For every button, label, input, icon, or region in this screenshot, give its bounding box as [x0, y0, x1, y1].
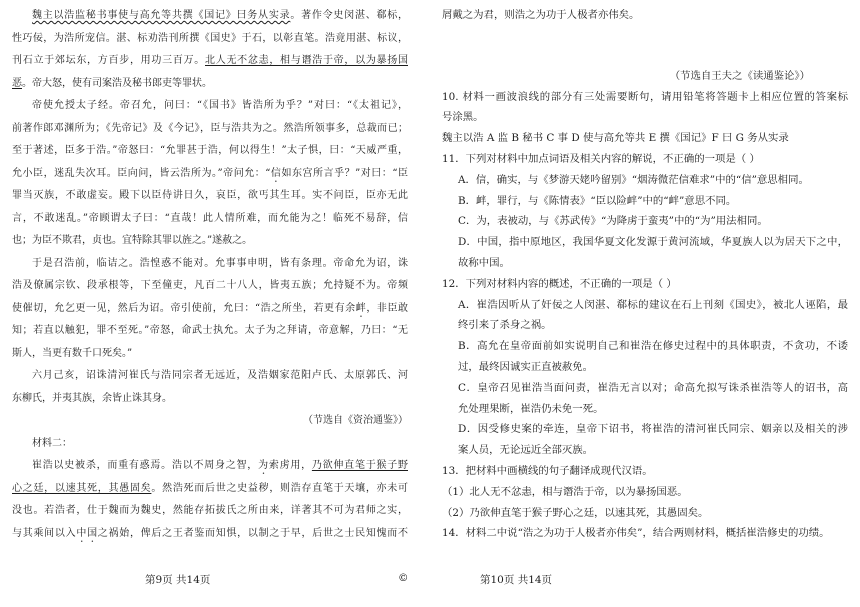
question-13-item-2: （2）乃欲伸直笔于猴子野心之廷，以速其死，其愚固矣。 [442, 506, 709, 519]
material2-line [442, 5, 848, 26]
page-number-left: 第9页 共14页 [145, 574, 211, 586]
material2-line [12, 455, 408, 478]
question-12-option-b-cont: 过，最终因诚实正直被赦免。 [458, 360, 594, 373]
question-12-option-a-cont: 终引来了杀身之祸。 [458, 319, 552, 332]
question-12-option-b: B．高允在皇帝面前如实说明自己和崔浩在修史过程中的具体职责，不贪功，不诿 [458, 340, 848, 353]
question-10-stem: 10. 材料一画波浪线的部分有三处需要断句，请用铅笔将答题卡上相应位置的答案标 [442, 90, 848, 103]
material1-line [12, 343, 408, 366]
material2-label: 材料二： [32, 437, 72, 449]
question-12-option-d-cont: 案人员，无论远近全部灭族。 [458, 444, 594, 457]
material1-line [12, 118, 408, 141]
text-segment: 于是召浩前，临诘之。浩惶惑不能对。允事事申明，皆有条理。帝命允为诏，诛 [32, 257, 408, 269]
text-segment: 索虏用， [268, 460, 312, 471]
material1-line [12, 28, 408, 51]
material2-source: （节选自王夫之《读通鉴论》） [669, 69, 810, 82]
question-12-stem: 12．下列对材料内容的概述，不正确的一项是（ ） [442, 277, 677, 290]
question-11-option-c: C．为，表被动，与《苏武传》“为降虏于蛮夷”中的“为”用法相同。 [458, 215, 768, 228]
question-14-stem: 14．材料二中说“浩之为功于人极者亦伟矣”，结合两则材料，概括崔浩修史的功绩。 [442, 527, 830, 540]
material1-source: （节选自《资治通鉴》） [303, 415, 408, 426]
text-segment: 东柳氏，并夷其族，余皆止诛其身。 [12, 392, 172, 404]
material1-line [12, 388, 408, 411]
left-page-column [12, 5, 408, 545]
text-segment: 言，不敢迷乱。”帝顾谓太子曰：“直哉！此人情所难，而允能为之！临死不易辞，信 [12, 212, 408, 224]
question-11-option-a: A．信，确实，与《梦游天姥吟留别》“烟涛微茫信难求”中的“信”意思相同。 [458, 173, 809, 186]
question-10-options: 魏主以浩 A 监 B 秘书 C 事 D 使与高允等共 E 撰《国记》F 曰 G 务从实录 [442, 132, 789, 145]
text-segment: 如东宫所言乎？”对曰：“臣 [281, 167, 408, 179]
text-segment: 屑戴之为君，则浩之为功于人极者亦伟矣。 [442, 9, 640, 21]
material1-line [12, 163, 408, 186]
material1-line [12, 230, 408, 253]
text-segment: 。然浩死而后世之史益秽，则浩存直笔于天壤，亦未可 [151, 482, 408, 494]
text-segment: 。著作令史闵湛、郗标， [290, 10, 408, 21]
question-11-stem: 11．下列对材料中加点词语及相关内容的解说，不正确的一项是（ ） [442, 152, 760, 165]
dotted-word: 衅 [355, 302, 367, 314]
material2-line [12, 478, 408, 501]
material1-line [12, 320, 408, 343]
question-10-stem-cont: 号涂黑。 [442, 111, 484, 124]
material1-line [12, 253, 408, 276]
text-segment: 也；为臣不欺君，贞也。宜特除其罪以旌之。”遂赦之。 [12, 235, 253, 246]
material1-line [12, 208, 408, 231]
dotted-word: 中国 [76, 527, 98, 539]
text-segment: 之祸始，俾后之王者鉴而知惧，以制之于早，后世之士民知愧而不 [97, 527, 408, 539]
material1-line [12, 50, 408, 73]
material1-line [12, 365, 408, 388]
text-segment: 刊石立于郊坛东，方百步，用功三百万。 [12, 55, 205, 66]
question-13-stem: 13．把材料中画横线的句子翻译成现代汉语。 [442, 464, 653, 477]
material2-line [12, 523, 408, 546]
text-segment: 崔浩以史被杀，而重有惑焉。浩以不周身之智， [32, 460, 259, 471]
text-segment: 六月己亥，诏诛清河崔氏与浩同宗者无远近，及浩姻家范阳卢氏、太原郭氏、河 [32, 370, 408, 381]
underlined-sentence: 恶 [12, 77, 22, 89]
question-11-option-b: B．衅，罪行，与《陈情表》“臣以险衅”中的“衅”意思不同。 [458, 194, 737, 207]
text-segment: 帝使允授太子经。帝召允，问曰：“《国书》皆浩所为乎？”对曰：“《太祖记》， [32, 100, 408, 111]
material1-line [12, 185, 408, 208]
text-segment: 。帝大怒，使有司案浩及秘书郎吏等罪状。 [22, 77, 212, 89]
question-12-option-c: C．皇帝召见崔浩当面问责，崔浩无言以对；命高允拟写诛杀崔浩等人的诏书，高 [458, 381, 848, 394]
text-segment: 知；若直以触犯，罪不至死。”帝怒，命武士执允。太子为之拜请，帝意解，乃曰：“无 [12, 325, 408, 336]
question-12-option-a: A．崔浩因听从了奸佞之人闵湛、郗标的建议在石上刊刻《国史》，被北人诬陷，最 [458, 298, 848, 311]
question-13-item-1: （1）北人无不忿恚，相与谮浩于帝，以为暴扬国恶。 [442, 485, 688, 498]
page-number-right: 第10页 共14页 [480, 574, 553, 586]
underlined-sentence: 乃欲伸直笔于猴子野 [311, 460, 408, 471]
text-segment: 至于著述，臣多于浩。”帝怒曰：“允罪甚于浩，何以得生！”太子惧，曰：“天威严重， [12, 145, 408, 156]
material1-line [12, 95, 408, 118]
question-12-option-c-cont: 允处理果断，崔浩仍未免一死。 [458, 402, 604, 415]
material2-line [12, 500, 408, 523]
text-segment: 前著作郎邓渊所为；《先帝记》及《今记》，臣与浩共为之。然浩所领事多，总裁而已； [12, 122, 408, 134]
underlined-sentence: 北人无不忿恚，相与谮浩于帝，以为暴扬国 [205, 55, 408, 66]
material1-line [12, 298, 408, 321]
text-segment: 斯人，当更有数千口死矣。” [12, 347, 133, 359]
question-11-option-d: D．中国，指中原地区，我国华夏文化发源于黄河流域，华夏族人以为居天下之中， [458, 236, 848, 249]
right-page-column [442, 5, 848, 544]
text-segment: 使催切，允乞更一见，然后为诏。帝引使前，允曰：“浩之所坐，若更有余 [12, 302, 356, 314]
text-segment: ，非臣敢 [366, 302, 408, 314]
underlined-sentence: 心之廷，以速其死，其愚固矣 [12, 482, 152, 494]
copyright-mark: © [398, 572, 409, 584]
text-segment: 浩及僚属宗钦、段承根等，下至僮吏，凡百二十八人，皆夷五族；允持疑不为。帝频 [12, 280, 408, 291]
material1-line [12, 275, 408, 298]
wavy-underlined-passage: 魏主以浩监秘书事使与高允等共撰《国记》曰务从实录 [32, 10, 291, 21]
dotted-word: 为 [258, 460, 269, 471]
text-segment: 罪当灭族，不敢虚妄。殿下以臣侍讲日久，哀臣，欲丐其生耳。实不问臣，臣亦无此 [12, 190, 408, 201]
question-12-option-d: D．因受修史案的牵连，皇帝下诏书，将崔浩的清河崔氏同宗、姻亲以及相关的涉 [458, 423, 848, 436]
question-11-option-d-cont: 故称中国。 [458, 256, 510, 269]
material1-line [12, 73, 408, 96]
dotted-word: 信 [270, 167, 282, 179]
material1-line [12, 5, 408, 28]
text-segment: 没也。若浩者，仕于魏而为魏史，然能存拓拔氏之所由来，详著其不可为君师之实， [12, 505, 408, 516]
text-segment: 与其乘间以入 [12, 527, 77, 539]
text-segment: 允小臣，迷乱失次耳。臣向问，皆云浩所为。”帝问允：“ [12, 167, 271, 179]
material1-line [12, 140, 408, 163]
text-segment: 性巧佞，为浩所宠信。湛、标劝浩刊所撰《国史》于石，以彰直笔。浩竟用湛、标议， [12, 32, 408, 44]
